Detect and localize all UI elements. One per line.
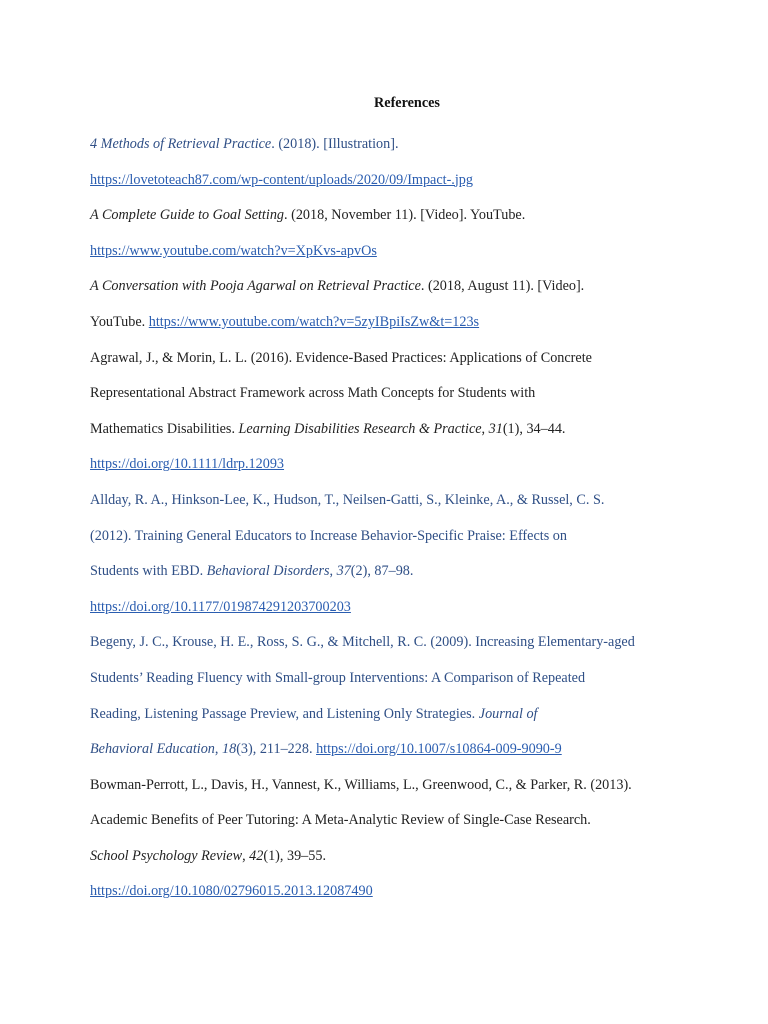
reference-line [90, 874, 690, 910]
reference-entry-1 [90, 127, 690, 198]
reference-details: . (2018). [Illustration]. [271, 136, 399, 152]
journal-pages: (1), 39–55. [263, 847, 327, 864]
reference-line [90, 127, 690, 163]
reference-link[interactable]: https://www.youtube.com/watch?v=XpKvs-apvOs [90, 242, 377, 259]
journal-title: Behavioral Education [90, 741, 215, 758]
reference-line [90, 732, 690, 768]
journal-volume: 18 [222, 741, 237, 758]
reference-line [90, 839, 690, 875]
reference-line [90, 697, 690, 733]
reference-line [90, 447, 690, 483]
reference-line [90, 269, 690, 305]
reference-entry-2 [90, 198, 690, 269]
reference-link[interactable]: https://doi.org/10.1111/ldrp.12093 [90, 456, 285, 473]
separator: , [242, 847, 250, 864]
journal-pages: (3), 211–228. [236, 741, 317, 758]
reference-details: . (2018, August 11). [Video]. [420, 278, 585, 295]
reference-entry-4 [90, 341, 690, 483]
reference-title: 4 Methods of Retrieval Practice [90, 136, 272, 152]
reference-line: Begeny, J. C., Krouse, H. E., Ross, S. G., & Mitchell, R. C. (2009). Increasing Elementary-aged [90, 634, 635, 651]
reference-link[interactable]: https://doi.org/10.1177/019874291203700203 [90, 598, 351, 615]
reference-line: Agrawal, J., & Morin, L. L. (2016). Evidence-Based Practices: Applications of Concrete [90, 349, 592, 366]
journal-volume: 42 [249, 847, 264, 864]
reference-line: Allday, R. A., Hinkson-Lee, K., Hudson, T., Neilsen-Gatti, S., Kleinke, A., & Russel, C. S. [90, 491, 605, 508]
reference-list [90, 127, 690, 910]
separator: , [329, 563, 337, 580]
reference-line [90, 412, 690, 448]
reference-line: Students’ Reading Fluency with Small-group Interventions: A Comparison of Repeated [90, 669, 586, 686]
journal-title: Journal of [478, 705, 538, 722]
journal-title: Learning Disabilities Research & Practice [238, 420, 482, 437]
journal-title: School Psychology Review [90, 847, 243, 864]
reference-line [90, 305, 690, 341]
reference-entry-5 [90, 483, 690, 625]
reference-details: YouTube. [90, 313, 149, 330]
reference-line [90, 163, 690, 199]
reference-entry-7 [90, 768, 690, 910]
reference-title: A Complete Guide to Goal Setting [90, 207, 285, 224]
reference-text: Students with EBD. [90, 563, 207, 580]
reference-line: Bowman-Perrott, L., Davis, H., Vannest, K., Williams, L., Greenwood, C., & Parker, R. (2013). [90, 776, 632, 793]
journal-volume: 31 [488, 420, 503, 437]
reference-link[interactable]: https://doi.org/10.1080/02796015.2013.12087490 [90, 883, 373, 900]
reference-line [90, 554, 690, 590]
reference-link[interactable]: https://doi.org/10.1007/s10864-009-9090-9 [316, 741, 562, 758]
reference-text: Reading, Listening Passage Preview, and Listening Only Strategies. [90, 705, 479, 722]
journal-title: Behavioral Disorders [206, 563, 330, 580]
separator: , [214, 741, 222, 758]
reference-title: A Conversation with Pooja Agarwal on Retrieval Practice [90, 278, 421, 295]
reference-link[interactable]: https://lovetoteach87.com/wp-content/uploads/2020/09/Impact-.jpg [90, 171, 473, 188]
separator: , [481, 420, 489, 437]
reference-entry-6 [90, 625, 690, 767]
reference-entry-3 [90, 269, 690, 340]
reference-link[interactable]: https://www.youtube.com/watch?v=5zyIBpiIsZw&t=123s [148, 313, 480, 330]
reference-line: (2012). Training General Educators to Increase Behavior-Specific Praise: Effects on [90, 527, 567, 544]
references-heading: References [374, 95, 440, 111]
reference-details: . (2018, November 11). [Video]. YouTube. [284, 207, 526, 224]
journal-pages: (1), 34–44. [502, 420, 566, 437]
journal-pages: (2), 87–98. [350, 563, 414, 580]
reference-line [90, 234, 690, 270]
reference-line [90, 590, 690, 626]
reference-line [90, 198, 690, 234]
reference-text: Mathematics Disabilities. [90, 420, 239, 437]
reference-line: Representational Abstract Framework across Math Concepts for Students with [90, 385, 536, 402]
reference-line: Academic Benefits of Peer Tutoring: A Meta-Analytic Review of Single-Case Research. [90, 812, 591, 829]
journal-volume: 37 [336, 563, 351, 580]
